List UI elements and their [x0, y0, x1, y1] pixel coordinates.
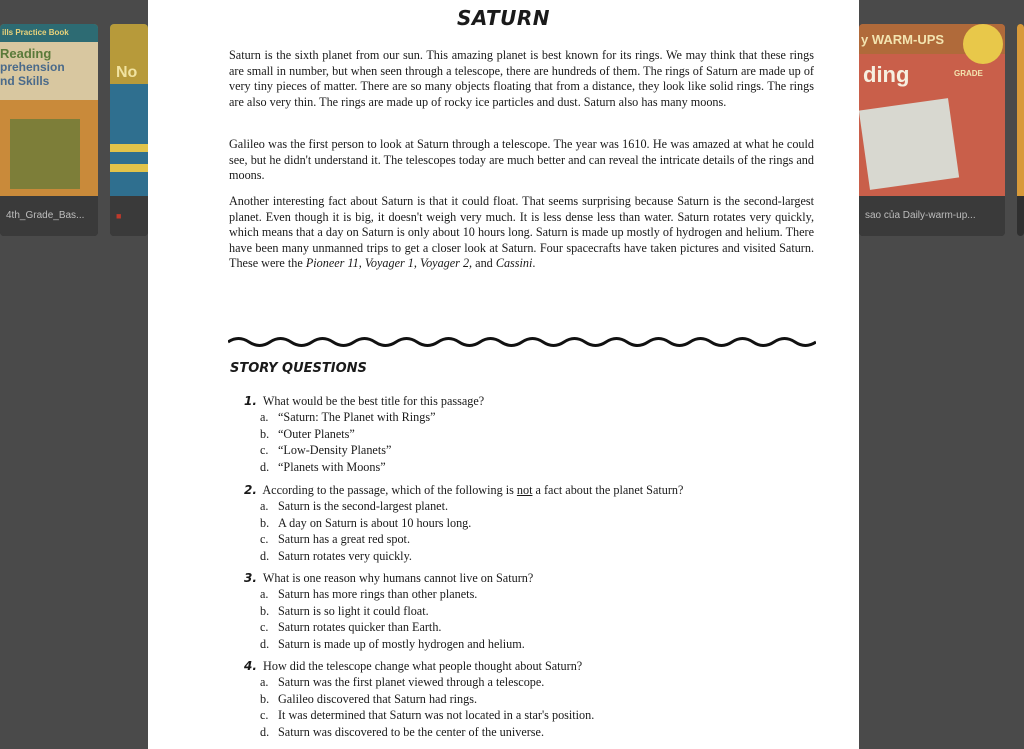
file-card-partial-right[interactable]	[1017, 24, 1024, 236]
option-text: “Outer Planets”	[278, 426, 355, 441]
file-card-caption: sao của Daily-warm-up...	[859, 196, 1005, 236]
answer-option	[244, 442, 804, 458]
cover-title-line: No	[116, 64, 138, 81]
file-card-daily-warm-ups[interactable]	[859, 24, 1005, 236]
question-number: 4.	[244, 659, 257, 673]
cover-title-line: prehension	[0, 60, 65, 74]
question-4	[244, 658, 804, 740]
answer-option	[244, 707, 804, 723]
question-text: According to the passage, which of the following is	[262, 483, 514, 497]
answer-option	[244, 531, 804, 547]
option-text: Saturn is made up of mostly hydrogen and helium.	[278, 636, 525, 651]
option-text: Saturn was the first planet viewed through a telescope.	[278, 675, 545, 690]
question-stem	[244, 393, 804, 409]
cover-title-line: GRADE	[954, 69, 983, 78]
underlined-word: not	[516, 483, 533, 497]
option-letter: a.	[260, 499, 269, 514]
pdf-file-icon: ■	[110, 196, 148, 236]
page-title: SATURN	[457, 6, 550, 30]
option-text: “Low-Density Planets”	[278, 443, 392, 458]
spacecraft-names: Pioneer 11, Voyager 1, Voyager 2,	[305, 256, 473, 271]
option-letter: a.	[260, 675, 269, 690]
question-3	[244, 570, 804, 652]
question-number: 1.	[244, 394, 257, 408]
question-text: How did the telescope change what people thought about Saturn?	[263, 659, 583, 673]
book-cover-thumbnail	[859, 24, 1005, 196]
answer-option	[244, 459, 804, 475]
book-cover-thumbnail	[0, 24, 98, 196]
question-text: What would be the best title for this passage?	[262, 394, 485, 408]
option-letter: c.	[260, 708, 269, 723]
question-number: 3.	[244, 571, 257, 585]
option-letter: a.	[260, 410, 269, 425]
question-number: 2.	[244, 483, 257, 497]
option-letter: d.	[260, 724, 270, 739]
file-card-reading-comprehension[interactable]	[0, 24, 98, 236]
question-stem	[244, 570, 804, 586]
answer-option	[244, 409, 804, 425]
cover-title-line: Reading	[0, 46, 52, 61]
option-letter: c.	[260, 620, 269, 635]
sentence-end: .	[532, 256, 536, 271]
option-letter: c.	[260, 532, 269, 547]
answer-option	[244, 586, 804, 602]
option-text: Saturn was discovered to be the center of the universe.	[278, 724, 545, 739]
question-2	[244, 482, 804, 564]
passage-paragraph-3	[229, 194, 814, 272]
answer-option	[244, 515, 804, 531]
paragraph-3-text: Another interesting fact about Saturn is that it could float. That seems surprising because Saturn is the second-largest planet. Even though it is big, it doesn't weigh very much. It is less dense less than water. Saturn rotates very quickly, which means that a day on Saturn is only about 10 hours long. Saturn is made up mostly of hydrogen and helium. There have been many unmanned trips to get a closer look at Saturn. Four spacecrafts have taken pictures and visited Saturn. These were the	[229, 194, 814, 271]
option-letter: b.	[260, 691, 270, 706]
option-text: Saturn rotates quicker than Earth.	[278, 620, 442, 635]
question-text-end: a fact about the planet Saturn?	[535, 483, 684, 497]
cover-title-line: nd Skills	[0, 74, 50, 88]
option-letter: a.	[260, 587, 269, 602]
story-questions-heading: STORY QUESTIONS	[230, 361, 367, 376]
option-text: Saturn rotates very quickly.	[278, 548, 412, 563]
option-text: “Saturn: The Planet with Rings”	[278, 410, 436, 425]
answer-option	[244, 426, 804, 442]
answer-option	[244, 636, 804, 652]
book-cover-thumbnail	[110, 24, 148, 196]
option-letter: b.	[260, 603, 270, 618]
option-text: Galileo discovered that Saturn had rings.	[278, 691, 478, 706]
option-text: Saturn is so light it could float.	[278, 603, 429, 618]
question-1	[244, 393, 804, 475]
answer-option	[244, 619, 804, 635]
option-text: It was determined that Saturn was not located in a star's position.	[278, 708, 595, 723]
option-text: Saturn is the second-largest planet.	[278, 499, 449, 514]
option-letter: d.	[260, 548, 270, 563]
option-text: Saturn has more rings than other planets.	[278, 587, 478, 602]
answer-option	[244, 691, 804, 707]
cover-title-line: ding	[863, 62, 910, 87]
option-letter: b.	[260, 426, 270, 441]
option-text: “Planets with Moons”	[278, 459, 386, 474]
file-card-partial[interactable]	[110, 24, 148, 236]
book-cover-thumbnail	[1017, 24, 1024, 196]
option-letter: b.	[260, 515, 270, 530]
cover-title-line: ills Practice Book	[2, 28, 69, 37]
option-letter: d.	[260, 459, 270, 474]
answer-option	[244, 603, 804, 619]
wavy-divider	[228, 330, 816, 354]
question-stem	[244, 658, 804, 674]
question-text: What is one reason why humans cannot live on Saturn?	[262, 571, 534, 585]
answer-option	[244, 674, 804, 690]
file-card-caption: 4th_Grade_Bas...	[0, 196, 98, 236]
option-text: A day on Saturn is about 10 hours long.	[278, 515, 472, 530]
cover-title-line: y WARM-UPS	[861, 32, 945, 47]
passage-paragraph-1: Saturn is the sixth planet from our sun. This amazing planet is best known for its rings. We may think that these rings are small in number, but when seen through a telescope, there are hundreds of them. The rings of Saturn are made up of very tiny pieces of matter. There are so many objects floating that from a distance, they look like solid rings. The rings are also very thin. The rings are made up of rocky ice particles and dust. Saturn also has many moons.	[229, 48, 814, 109]
option-text: Saturn has a great red spot.	[278, 532, 410, 547]
answer-option	[244, 724, 804, 740]
option-letter: d.	[260, 636, 270, 651]
option-letter: c.	[260, 443, 269, 458]
spacecraft-name-cassini: Cassini	[495, 256, 533, 271]
passage-paragraph-2: Galileo was the first person to look at Saturn through a telescope. The year was 1610. He was amazed at what he could see, but he didn't understand it. The telescopes today are much better and can reveal the intricate details of the rings and moons.	[229, 137, 814, 183]
conjunction: and	[475, 256, 493, 271]
question-stem	[244, 482, 804, 498]
document-page	[148, 0, 859, 749]
answer-option	[244, 548, 804, 564]
answer-option	[244, 498, 804, 514]
